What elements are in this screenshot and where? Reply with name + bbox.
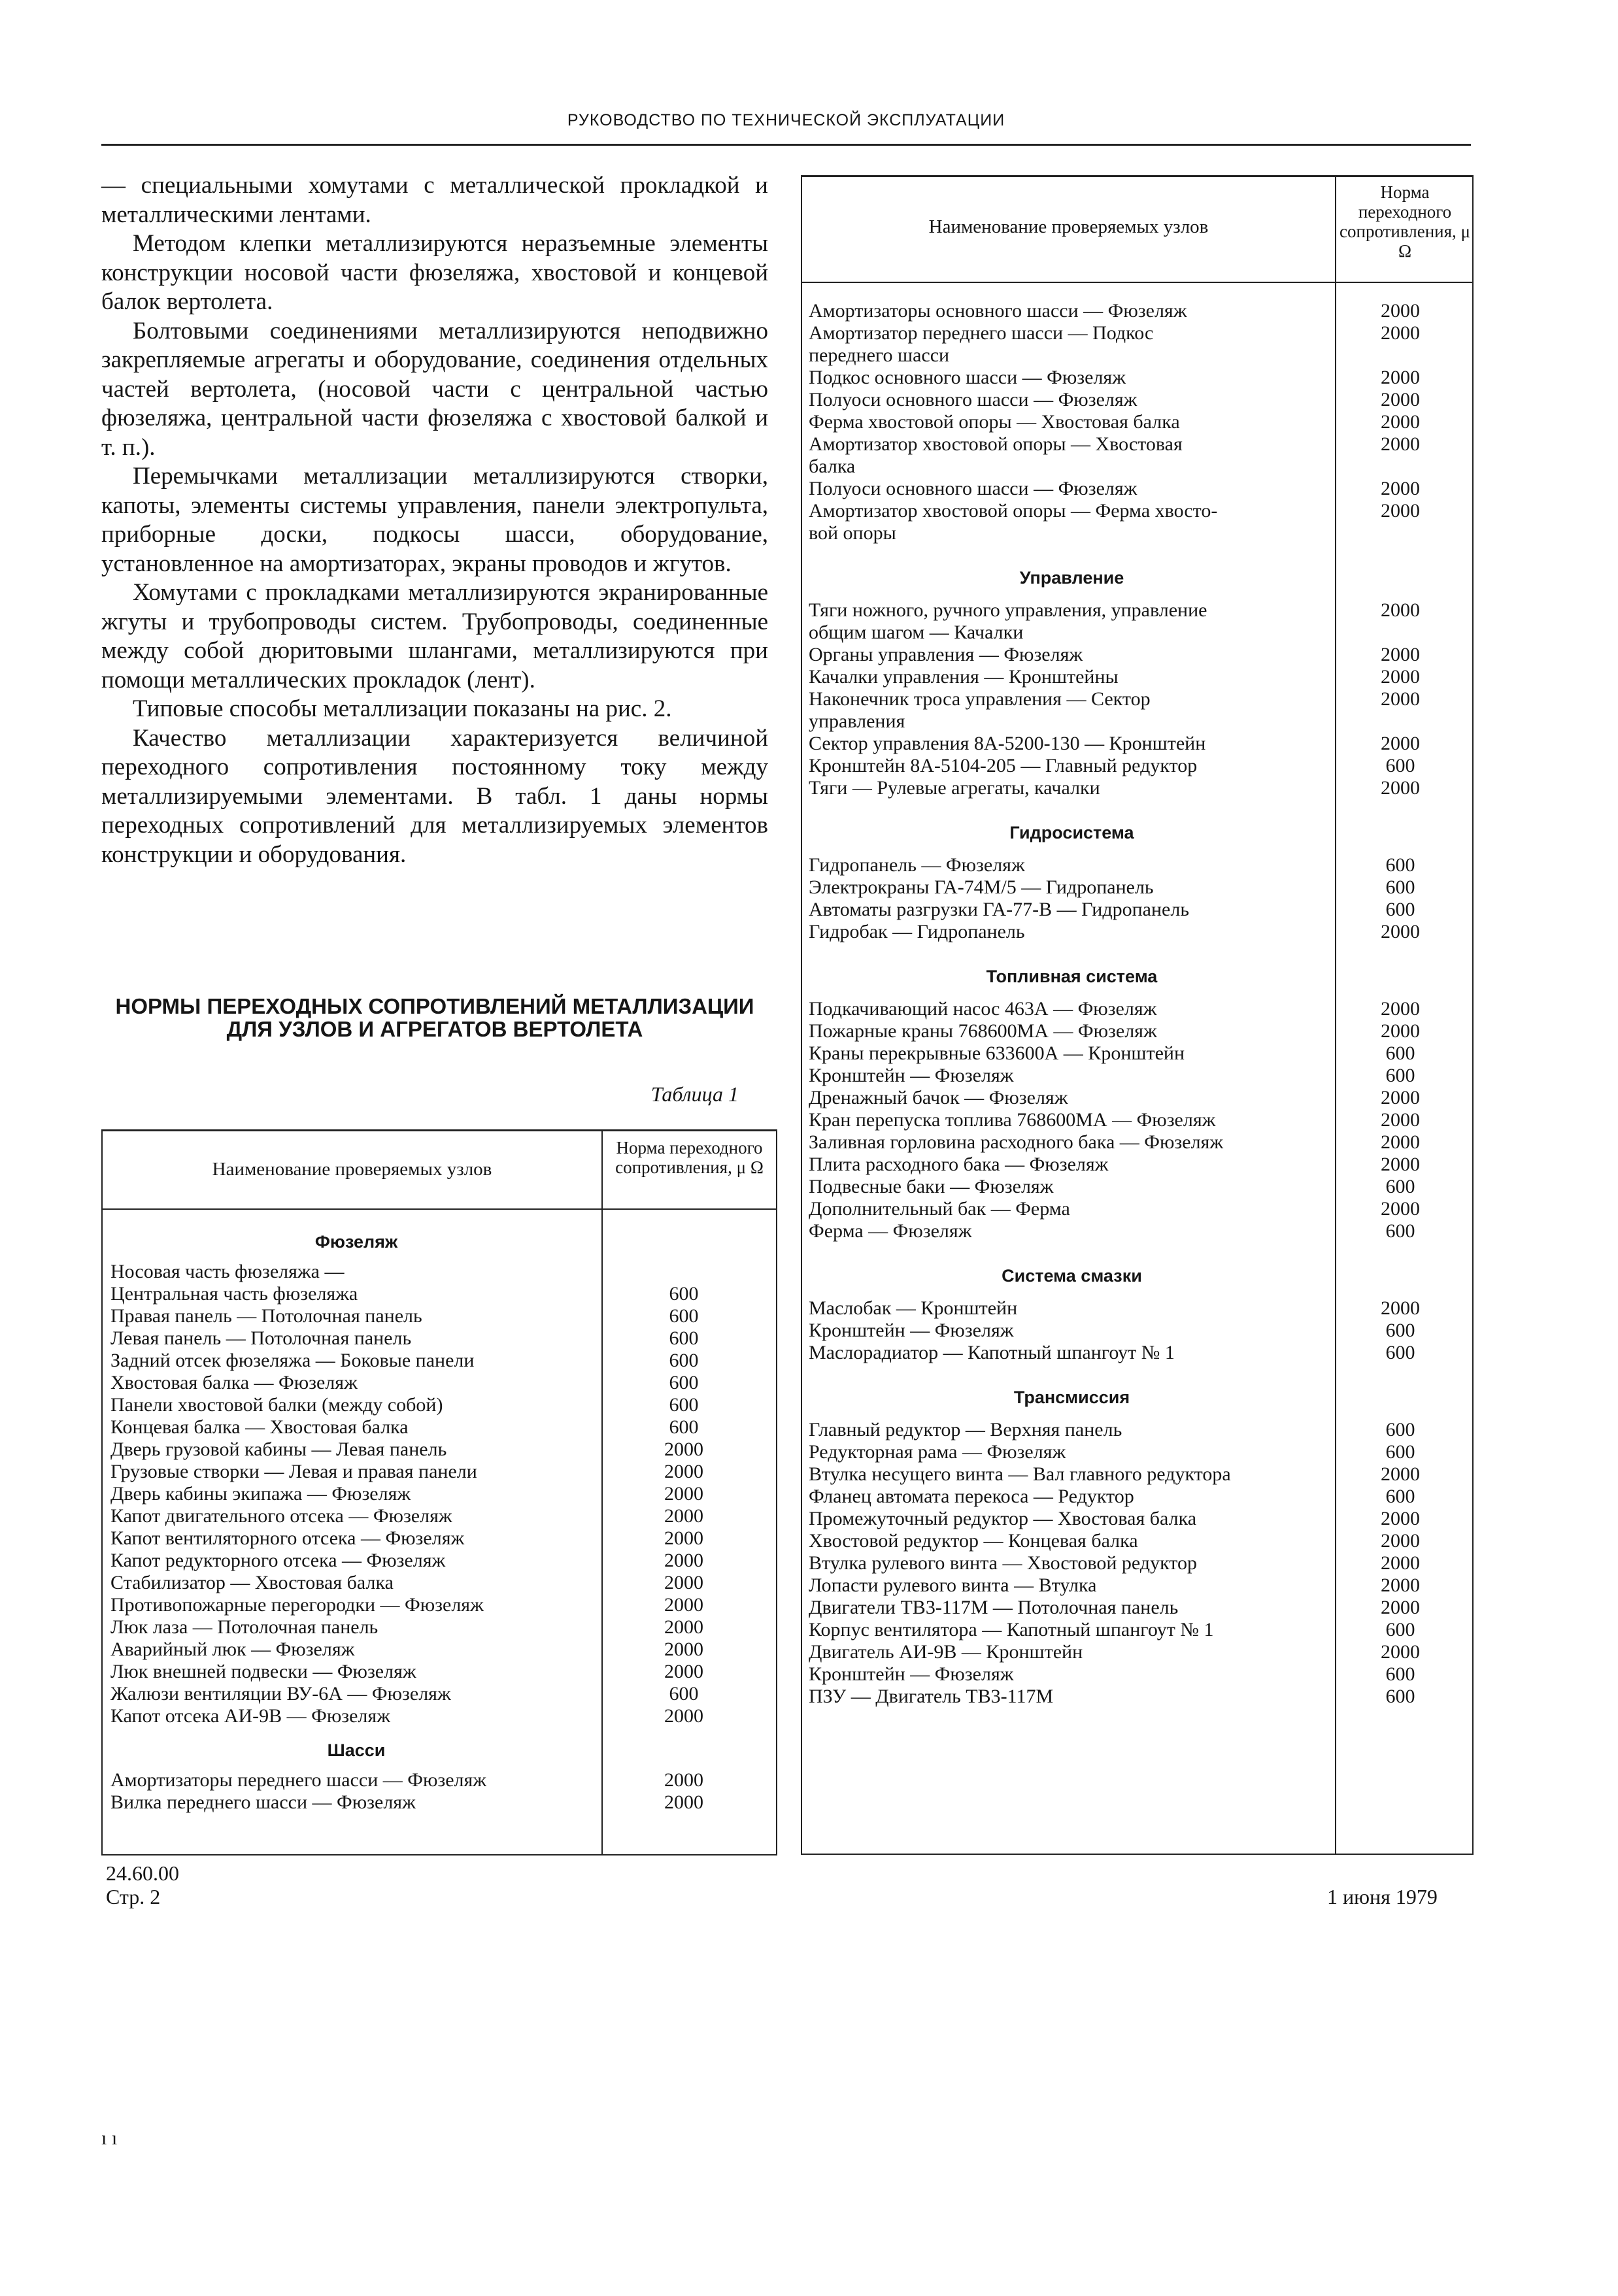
row-name: Дополнительный бак — Ферма (809, 1198, 1070, 1220)
row-name: Хвостовой редуктор — Концевая балка (809, 1530, 1138, 1552)
row-name: Кронштейн — Фюзеляж (809, 1065, 1014, 1086)
table-row (110, 1261, 771, 1283)
row-name: переднего шасси (809, 344, 950, 366)
table-row (110, 1394, 771, 1416)
row-name: Маслобак — Кронштейн (809, 1297, 1018, 1319)
table-row (110, 1594, 771, 1616)
row-norm: 2000 (1381, 1131, 1420, 1153)
row-norm: 2000 (1381, 389, 1420, 410)
row-name: Автоматы разгрузки ГА-77-В — Гидропанель (809, 899, 1190, 920)
row-name: Концевая балка — Хвостовая балка (110, 1416, 409, 1438)
table-section-title: Гидросистема (1009, 823, 1134, 842)
table-row (809, 1619, 1469, 1641)
row-name: Двигатели ТВ3-117М — Потолочная панель (809, 1597, 1179, 1618)
table-row (110, 1639, 771, 1661)
row-name: Качалки управления — Кронштейны (809, 666, 1119, 688)
table-row (809, 300, 1469, 322)
row-name: Стабилизатор — Хвостовая балка (110, 1572, 394, 1593)
table-title: НОРМЫ ПЕРЕХОДНЫХ СОПРОТИВЛЕНИЙ МЕТАЛЛИЗАЦИИ ДЛЯ УЗЛОВ И АГРЕГАТОВ ВЕРТОЛЕТА (115, 994, 754, 1041)
row-norm: 2000 (1381, 998, 1420, 1020)
row-norm: 2000 (664, 1527, 703, 1549)
table-row (809, 1176, 1469, 1198)
table-row (809, 1220, 1469, 1242)
table-row (110, 1461, 771, 1483)
table-section-title: Топливная система (986, 967, 1158, 986)
row-norm: 2000 (1381, 1198, 1420, 1220)
row-name: Аварийный люк — Фюзеляж (110, 1639, 355, 1660)
table-section-title: Система смазки (1002, 1266, 1142, 1286)
row-name: Тяги ножного, ручного управления, управление (809, 599, 1207, 621)
row-norm: 600 (1385, 1065, 1415, 1086)
row-name: балка (809, 456, 856, 477)
table-row (809, 1131, 1469, 1154)
table-row (809, 688, 1469, 710)
table-row (809, 1342, 1469, 1364)
table-row (809, 322, 1469, 344)
row-norm: 600 (669, 1305, 699, 1327)
row-name: Левая панель — Потолочная панель (110, 1327, 412, 1349)
left-table-rows (110, 1223, 771, 1814)
table-row (809, 921, 1469, 943)
row-name: Тяги — Рулевые агрегаты, качалки (809, 777, 1100, 799)
table-row (809, 666, 1469, 688)
row-name: Пожарные краны 768600МА — Фюзеляж (809, 1020, 1157, 1042)
table-row (110, 1416, 771, 1439)
row-name: Капот двигательного отсека — Фюзеляж (110, 1505, 452, 1527)
table-row (809, 1508, 1469, 1530)
body-text (101, 171, 768, 869)
paragraph: Перемычками металлизации металлизируются створки, капоты, элементы системы управления, панели электропульта, приборные доски, подкосы шасси, оборудование, установленное на амортизаторах, экраны проводов и жгутов. (101, 463, 768, 577)
row-norm: 2000 (1381, 666, 1420, 688)
table-row (809, 1552, 1469, 1574)
table-row (809, 367, 1469, 389)
row-norm: 2000 (1381, 478, 1420, 499)
row-norm: 2000 (1381, 1109, 1420, 1131)
row-name: Промежуточный редуктор — Хвостовая балка (809, 1508, 1197, 1529)
row-norm: 2000 (664, 1791, 703, 1813)
row-name: Кронштейн 8А-5104-205 — Главный редуктор (809, 755, 1198, 776)
table-row (809, 1320, 1469, 1342)
row-name: Хвостовая балка — Фюзеляж (110, 1372, 358, 1393)
table-row (809, 1530, 1469, 1552)
row-norm: 600 (1385, 1619, 1415, 1640)
paragraph: Болтовыми соединениями металлизируются неподвижно закрепляемые агрегаты и оборудование, соединения отдельных частей вертолета, (носовой части с центральной частью фюзеляжа, центральной части фюзеляжа с хвостовой балкой и т. п.). (101, 317, 768, 461)
row-norm: 600 (669, 1683, 699, 1705)
page-number: Стр. 2 (106, 1885, 161, 1908)
table-row (809, 1663, 1469, 1686)
table-row (110, 1305, 771, 1327)
row-name: Центральная часть фюзеляжа (110, 1283, 358, 1305)
row-name: Гидропанель — Фюзеляж (809, 854, 1025, 876)
table-row (809, 389, 1469, 411)
row-name: Противопожарные перегородки — Фюзеляж (110, 1594, 484, 1616)
row-name: Панели хвостовой балки (между собой) (110, 1394, 443, 1416)
table-row (809, 1419, 1469, 1441)
row-norm: 2000 (664, 1594, 703, 1616)
row-norm: 600 (669, 1350, 699, 1371)
paragraph: Качество металлизации характеризуется величиной переходного сопротивления постоянному току между металлизируемыми элементами. В табл. 1 даны нормы переходных сопротивлений для металлизируемых элементов конструкции и оборудования. (101, 724, 768, 868)
row-name: Кронштейн — Фюзеляж (809, 1663, 1014, 1685)
row-norm: 2000 (1381, 500, 1420, 522)
table-row (809, 1441, 1469, 1463)
table-section-title: Управление (1019, 568, 1124, 588)
row-name: Плита расходного бака — Фюзеляж (809, 1154, 1109, 1175)
row-norm: 2000 (1381, 1020, 1420, 1042)
table-row (110, 1527, 771, 1550)
row-name: Электрокраны ГА-74М/5 — Гидропанель (809, 876, 1154, 898)
table-row (809, 478, 1469, 500)
row-name: Наконечник троса управления — Сектор (809, 688, 1151, 710)
row-norm: 600 (1385, 1176, 1415, 1197)
table-row (809, 1574, 1469, 1597)
row-name: Амортизатор хвостовой опоры — Ферма хвосто- (809, 500, 1218, 522)
row-norm: 2000 (1381, 1463, 1420, 1485)
table-row (110, 1683, 771, 1705)
row-name: Фланец автомата перекоса — Редуктор (809, 1486, 1134, 1507)
row-name: Грузовые створки — Левая и правая панели (110, 1461, 477, 1482)
row-norm: 2000 (664, 1616, 703, 1638)
row-name: Капот вентиляторного отсека — Фюзеляж (110, 1527, 465, 1549)
row-norm: 2000 (1381, 1552, 1420, 1574)
row-norm: 2000 (1381, 1508, 1420, 1529)
row-name: общим шагом — Качалки (809, 622, 1024, 643)
table-section-title: Фюзеляж (314, 1232, 398, 1252)
row-norm: 600 (1385, 876, 1415, 898)
row-name: Маслорадиатор — Капотный шпангоут № 1 (809, 1342, 1175, 1363)
paragraph: — специальными хомутами с металлической прокладкой и металлическими лентами. (101, 172, 768, 228)
table-row (809, 500, 1469, 522)
row-name: ПЗУ — Двигатель ТВ3-117М (809, 1686, 1054, 1707)
table-row (110, 1505, 771, 1527)
table-row (110, 1350, 771, 1372)
scan-mark: ı ı (101, 2127, 118, 2149)
row-name: Амортизатор переднего шасси — Подкос (809, 322, 1154, 344)
row-name: Кран перепуска топлива 768600МА — Фюзеляж (809, 1109, 1216, 1131)
row-norm: 600 (1385, 1486, 1415, 1507)
row-norm: 2000 (1381, 433, 1420, 455)
row-name: Корпус вентилятора — Капотный шпангоут № 1 (809, 1619, 1214, 1640)
table-row (110, 1769, 771, 1791)
row-norm: 600 (669, 1283, 699, 1305)
table-row (809, 644, 1469, 666)
row-norm: 2000 (1381, 733, 1420, 754)
row-name: Дверь кабины экипажа — Фюзеляж (110, 1483, 411, 1505)
table-row (809, 411, 1469, 433)
row-name: Главный редуктор — Верхняя панель (809, 1419, 1122, 1440)
table-row (110, 1616, 771, 1639)
row-name: Двигатель АИ-9В — Кронштейн (809, 1641, 1083, 1663)
row-norm: 600 (1385, 1686, 1415, 1707)
left-col-header-norm: Норма переходного сопротивления, μ Ω (615, 1138, 764, 1177)
table-row (809, 755, 1469, 777)
row-norm: 2000 (1381, 644, 1420, 665)
row-norm: 2000 (1381, 411, 1420, 433)
row-name: Амортизаторы переднего шасси — Фюзеляж (110, 1769, 487, 1791)
row-norm: 2000 (1381, 1154, 1420, 1175)
right-col-header-norm: Норма переходного сопротивления, μ Ω (1340, 182, 1470, 261)
header-rule (101, 144, 1471, 146)
table-section-title: Шасси (327, 1740, 386, 1760)
paragraph: Типовые способы металлизации показаны на рис. 2. (133, 695, 672, 722)
table-row (809, 998, 1469, 1020)
table-row (809, 899, 1469, 921)
row-name: Гидробак — Гидропанель (809, 921, 1025, 942)
table-row (110, 1661, 771, 1683)
row-norm: 2000 (664, 1661, 703, 1682)
row-name: Носовая часть фюзеляжа — (110, 1261, 345, 1282)
row-name: Амортизаторы основного шасси — Фюзеляж (809, 300, 1187, 322)
doc-code: 24.60.00 (106, 1861, 179, 1885)
row-name: Дверь грузовой кабины — Левая панель (110, 1439, 447, 1460)
row-name: Редукторная рама — Фюзеляж (809, 1441, 1066, 1463)
table-section-title: Трансмиссия (1013, 1388, 1130, 1407)
table-row (809, 733, 1469, 755)
table-row (110, 1791, 771, 1814)
table-row (110, 1372, 771, 1394)
row-norm: 2000 (1381, 921, 1420, 942)
row-name: Люк внешней подвески — Фюзеляж (110, 1661, 416, 1682)
table-row (809, 854, 1469, 876)
row-name: Ферма хвостовой опоры — Хвостовая балка (809, 411, 1180, 433)
row-norm: 600 (1385, 1220, 1415, 1242)
row-norm: 2000 (1381, 688, 1420, 710)
row-name: Ферма — Фюзеляж (809, 1220, 972, 1242)
row-name: Вилка переднего шасси — Фюзеляж (110, 1791, 416, 1813)
row-name: Капот отсека АИ-9В — Фюзеляж (110, 1705, 390, 1727)
table-row (809, 1065, 1469, 1087)
row-name: Втулка несущего винта — Вал главного редуктора (809, 1463, 1231, 1485)
table-row (809, 1042, 1469, 1065)
row-norm: 600 (669, 1372, 699, 1393)
row-norm: 600 (1385, 1419, 1415, 1440)
row-norm: 2000 (664, 1639, 703, 1660)
row-norm: 2000 (664, 1483, 703, 1505)
table-row (809, 1486, 1469, 1508)
table-row (809, 456, 1469, 478)
table-row (809, 1109, 1469, 1131)
row-norm: 2000 (1381, 1297, 1420, 1319)
table-row (809, 1087, 1469, 1109)
table-row (809, 1154, 1469, 1176)
row-norm: 2000 (1381, 1641, 1420, 1663)
row-norm: 600 (1385, 1663, 1415, 1685)
row-norm: 2000 (1381, 300, 1420, 322)
row-norm: 2000 (1381, 1530, 1420, 1552)
issue-date: 1 июня 1979 (1327, 1885, 1438, 1908)
table-row (809, 522, 1469, 544)
paragraph: Хомутами с прокладками металлизируются экранированные жгуты и трубопроводы систем. Трубопроводы, соединенные между собой дюритовыми шлангами, металлизируются при помощи металлических прокладок (лент). (101, 579, 768, 693)
row-name: Сектор управления 8А-5200-130 — Кронштейн (809, 733, 1206, 754)
row-norm: 2000 (1381, 599, 1420, 621)
row-name: управления (809, 710, 905, 732)
row-norm: 600 (1385, 1320, 1415, 1341)
table-row (110, 1439, 771, 1461)
left-col-header-name: Наименование проверяемых узлов (212, 1159, 492, 1180)
table-row (110, 1327, 771, 1350)
paragraph: Методом клепки металлизируются неразъемные элементы конструкции носовой части фюзеляжа, хвостовой и концевой балок вертолета. (101, 230, 768, 315)
row-name: Лопасти рулевого винта — Втулка (809, 1574, 1097, 1596)
row-norm: 600 (1385, 1441, 1415, 1463)
row-norm: 600 (1385, 755, 1415, 776)
row-norm: 2000 (664, 1572, 703, 1593)
row-norm: 2000 (1381, 777, 1420, 799)
page-header: РУКОВОДСТВО ПО ТЕХНИЧЕСКОЙ ЭКСПЛУАТАЦИИ (567, 111, 1005, 129)
table-row (809, 1020, 1469, 1042)
row-norm: 2000 (1381, 322, 1420, 344)
table-row (809, 1463, 1469, 1486)
row-norm: 2000 (664, 1505, 703, 1527)
table-row (110, 1550, 771, 1572)
table-row (809, 344, 1469, 367)
row-name: Полуоси основного шасси — Фюзеляж (809, 389, 1138, 410)
row-name: Люк лаза — Потолочная панель (110, 1616, 379, 1638)
row-name: вой опоры (809, 522, 896, 544)
left-table (101, 1129, 777, 1855)
row-norm: 2000 (664, 1439, 703, 1460)
table-row (809, 599, 1469, 622)
row-name: Амортизатор хвостовой опоры — Хвостовая (809, 433, 1183, 455)
row-name: Органы управления — Фюзеляж (809, 644, 1083, 665)
table-row (809, 433, 1469, 456)
right-table (801, 175, 1474, 1855)
row-name: Подкачивающий насос 463А — Фюзеляж (809, 998, 1157, 1020)
row-norm: 600 (669, 1394, 699, 1416)
table-row (110, 1283, 771, 1305)
table-row (110, 1572, 771, 1594)
row-norm: 600 (669, 1416, 699, 1438)
row-name: Жалюзи вентиляции ВУ-6А — Фюзеляж (110, 1683, 451, 1705)
table-row (809, 1198, 1469, 1220)
table-row (809, 876, 1469, 899)
row-norm: 2000 (1381, 1574, 1420, 1596)
row-name: Капот редукторного отсека — Фюзеляж (110, 1550, 446, 1571)
row-norm: 600 (669, 1327, 699, 1349)
table-row (809, 1597, 1469, 1619)
row-name: Подкос основного шасси — Фюзеляж (809, 367, 1126, 388)
table-row (809, 1641, 1469, 1663)
row-name: Правая панель — Потолочная панель (110, 1305, 422, 1327)
row-name: Заливная горловина расходного бака — Фюзеляж (809, 1131, 1224, 1153)
row-name: Полуоси основного шасси — Фюзеляж (809, 478, 1138, 499)
table-row (809, 622, 1469, 644)
row-norm: 600 (1385, 1042, 1415, 1064)
row-norm: 2000 (664, 1705, 703, 1727)
table-row (809, 777, 1469, 799)
row-norm: 2000 (664, 1550, 703, 1571)
table-row (110, 1705, 771, 1727)
row-name: Втулка рулевого винта — Хвостовой редуктор (809, 1552, 1197, 1574)
row-norm: 2000 (664, 1461, 703, 1482)
table-row (110, 1483, 771, 1505)
row-norm: 600 (1385, 899, 1415, 920)
row-norm: 2000 (1381, 1597, 1420, 1618)
row-norm: 2000 (664, 1769, 703, 1791)
right-table-rows (809, 300, 1469, 1708)
row-norm: 2000 (1381, 1087, 1420, 1108)
table-row (809, 710, 1469, 733)
row-norm: 600 (1385, 1342, 1415, 1363)
table-number: Таблица 1 (650, 1082, 739, 1106)
row-norm: 2000 (1381, 367, 1420, 388)
row-name: Кронштейн — Фюзеляж (809, 1320, 1014, 1341)
row-name: Дренажный бачок — Фюзеляж (809, 1087, 1068, 1108)
row-norm: 600 (1385, 854, 1415, 876)
row-name: Подвесные баки — Фюзеляж (809, 1176, 1054, 1197)
row-name: Задний отсек фюзеляжа — Боковые панели (110, 1350, 475, 1371)
right-col-header-name: Наименование проверяемых узлов (928, 216, 1209, 237)
row-name: Краны перекрывные 633600А — Кронштейн (809, 1042, 1185, 1064)
table-row (809, 1297, 1469, 1320)
table-row (809, 1686, 1469, 1708)
